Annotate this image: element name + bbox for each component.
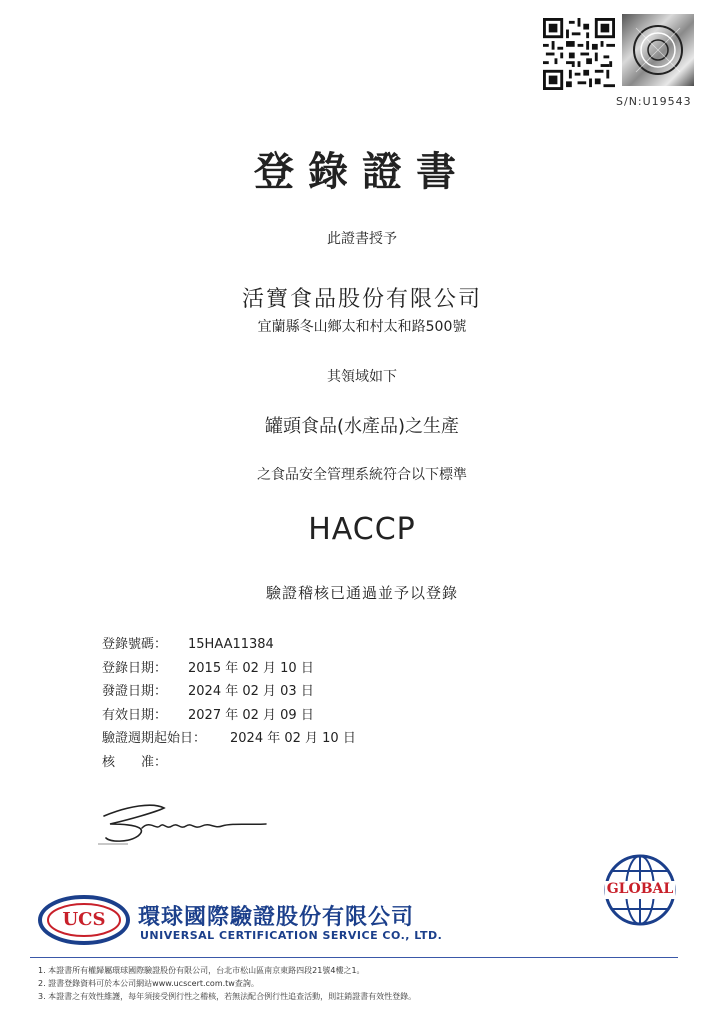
- certification-standard: HACCP: [308, 512, 416, 547]
- detail-label: 驗證週期起始日：: [102, 731, 207, 746]
- detail-label: 登錄日期：: [102, 660, 168, 676]
- detail-value: 2024 年 02 月 10 日: [230, 731, 356, 746]
- genuine-hologram-seal: [622, 14, 694, 86]
- qr-code: [543, 18, 615, 90]
- footer-note: 1. 本證書所有權歸屬環球國際驗證股份有限公司，台北市松山區南京東路四段21號4樓之1。: [38, 966, 365, 975]
- detail-value: 15HAA11384: [188, 637, 274, 652]
- detail-label: 核 准：: [102, 754, 168, 770]
- certification-scope: 罐頭食品(水產品)之生產: [264, 416, 460, 437]
- standard-lead: 之食品安全管理系統符合以下標準: [257, 467, 467, 483]
- approver-signature: [98, 796, 270, 846]
- footer-note: 2. 證書登錄資料可於本公司網站www.ucscert.com.tw查詢。: [38, 979, 259, 988]
- registration-details: [102, 633, 356, 774]
- footer-notes: [38, 964, 416, 1003]
- global-badge-text: GLOBAL: [606, 881, 674, 897]
- ucs-logo-text: UCS: [62, 909, 106, 930]
- detail-row-cycle-start-date: [102, 727, 356, 751]
- issuer-name-english: UNIVERSAL CERTIFICATION SERVICE CO., LTD.: [140, 929, 443, 942]
- detail-value: 2027 年 02 月 09 日: [188, 707, 314, 723]
- detail-value: 2024 年 02 月 03 日: [188, 684, 314, 699]
- footer-note: 3. 本證書之有效性維護，每年須接受例行性之稽核，若無法配合例行性追查活動，則註銷證書有效性登錄。: [38, 992, 417, 1001]
- scope-lead: 其領域如下: [327, 369, 397, 385]
- serial-number: S/N:U19543: [616, 95, 692, 108]
- detail-label: 有效日期：: [102, 707, 168, 723]
- detail-row-registration-number: [102, 633, 356, 657]
- detail-value: 2015 年 02 月 10 日: [188, 660, 314, 676]
- audit-passed-text: 驗證稽核已通過並予以登錄: [265, 584, 458, 602]
- footer-divider: [30, 957, 678, 958]
- detail-row-approved: [102, 751, 356, 775]
- detail-row-registration-date: [102, 657, 356, 681]
- certificate-title: 登錄證書: [254, 148, 470, 195]
- company-address: 宜蘭縣冬山鄉太和村太和路500號: [257, 319, 467, 335]
- detail-row-expiry-date: [102, 704, 356, 728]
- detail-label: 登錄號碼：: [102, 637, 168, 652]
- grant-text: 此證書授予: [327, 231, 397, 247]
- issuer-name-chinese: 環球國際驗證股份有限公司: [138, 905, 415, 930]
- detail-label: 發證日期：: [102, 684, 168, 699]
- detail-row-issue-date: [102, 680, 356, 704]
- company-name: 活寶食品股份有限公司: [241, 287, 482, 312]
